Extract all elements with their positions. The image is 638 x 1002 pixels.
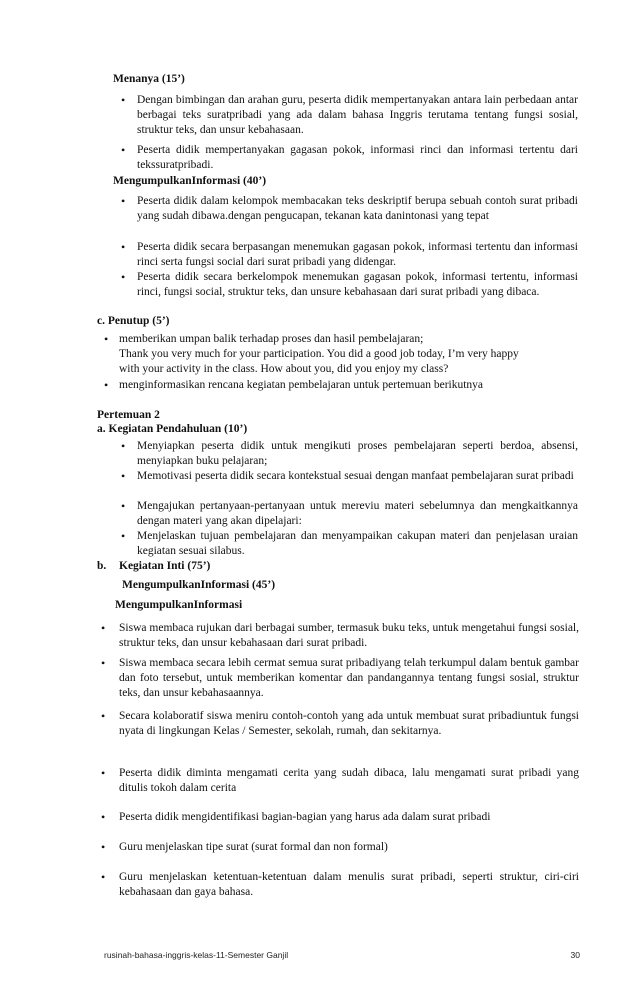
bullet-icon: •	[104, 378, 109, 392]
pendahuluan-bullet-2: Memotivasi peserta didik secara kontekstual sesuai dengan manfaat pembelajaran surat pribadi	[137, 470, 574, 482]
mengumpulkan-bullet-1: Peserta didik dalam kelompok membacakan teks deskriptif berupa sebuah contoh surat pribadi yang sudah dibawa.dengan pengucapan, tekanan kata danintonasi yang tepat	[137, 195, 578, 222]
inti-bullet-5: Peserta didik mengidentifikasi bagian-bagian yang harus ada dalam surat pribadi	[119, 811, 491, 823]
pendahuluan-heading: a. Kegiatan Pendahuluan (10’)	[97, 423, 248, 435]
bullet-icon: •	[121, 143, 126, 157]
bullet-icon: •	[121, 194, 126, 208]
inti-heading: Kegiatan Inti (75’)	[119, 560, 211, 572]
penutup-bullet-1-line-3: with your activity in the class. How about you, did you enjoy my class?	[119, 363, 449, 375]
mengumpulkan-heading-1: MengumpulkanInformasi (40’)	[113, 175, 267, 187]
penutup-bullet-2: menginformasikan rencana kegiatan pembelajaran untuk pertemuan berikutnya	[119, 379, 484, 391]
pendahuluan-bullet-1: Menyiapkan peserta didik untuk mengikuti proses pembelajaran seperti berdoa, absensi, menyiapkan buku pelajaran;	[137, 440, 578, 467]
inti-label: b.	[97, 560, 107, 572]
bullet-icon: •	[101, 656, 106, 670]
mengumpulkan-heading-2: MengumpulkanInformasi (45’)	[122, 579, 276, 591]
bullet-icon: •	[121, 529, 126, 543]
pendahuluan-bullet-4: Menjelaskan tujuan pembelajaran dan menyampaikan cakupan materi dan penjelasan uraian kegiatan sesuai silabus.	[137, 530, 578, 557]
bullet-icon: •	[121, 469, 126, 483]
inti-bullet-7: Guru menjelaskan ketentuan-ketentuan dalam menulis surat pribadi, seperti struktur, ciri-ciri kebahasaan dan gaya bahasa.	[119, 871, 579, 898]
bullet-icon: •	[101, 870, 106, 884]
bullet-icon: •	[101, 840, 106, 854]
pendahuluan-bullet-3: Mengajukan pertanyaan-pertanyaan untuk mereviu materi sebelumnya dan mengkaitkannya dengan materi yang akan dipelajari:	[137, 500, 578, 527]
page-number: 30	[570, 950, 580, 960]
menanya-bullet-1: Dengan bimbingan dan arahan guru, peserta didik mempertanyakan antara lain perbedaan antar berbagai teks suratpribadi yang ada dalam bahasa Inggris terutama tentang fungsi sosial, struktur teks, dan unsur kebahasaan.	[137, 94, 578, 136]
menanya-heading: Menanya (15’)	[113, 73, 185, 85]
bullet-icon: •	[121, 499, 126, 513]
footer-source: rusinah-bahasa-inggris-kelas-11-Semester Ganjil	[104, 950, 289, 960]
bullet-icon: •	[101, 766, 106, 780]
inti-bullet-2: Siswa membaca secara lebih cermat semua surat pribadiyang telah terkumpul dalam bentuk gambar dan foto tersebut, untuk memberikan komentar dan pandangannya tentang fungsi sosial, struktur teks, dan unsur kebahasaannya.	[119, 657, 579, 699]
pertemuan-2-heading: Pertemuan 2	[97, 409, 160, 421]
mengumpulkan-bullet-3: Peserta didik secara berkelompok menemukan gagasan pokok, informasi tertentu, informasi rinci, fungsi social, struktur teks, dan unsure kebahasaan dari surat pribadi yang dibaca.	[137, 271, 578, 298]
mengumpulkan-bullet-2: Peserta didik secara berpasangan menemukan gagasan pokok, informasi tertentu dan informasi rinci serta fungsi social dari surat pribadi yang didengar.	[137, 241, 578, 268]
inti-bullet-1: Siswa membaca rujukan dari berbagai sumber, termasuk buku teks, untuk mengetahui fungsi sosial, struktur teks, dan unsur kebahasaan dari surat pribadi.	[119, 622, 579, 649]
bullet-icon: •	[101, 621, 106, 635]
bullet-icon: •	[101, 709, 106, 723]
inti-bullet-6: Guru menjelaskan tipe surat (surat formal dan non formal)	[119, 841, 388, 853]
bullet-icon: •	[101, 810, 106, 824]
penutup-bullet-1-line-2: Thank you very much for your participation. You did a good job today, I’m very happy	[119, 348, 519, 360]
penutup-heading: c. Penutup (5’)	[97, 315, 170, 327]
mengumpulkan-heading-3: MengumpulkanInformasi	[115, 599, 243, 611]
bullet-icon: •	[104, 332, 109, 346]
penutup-bullet-1: memberikan umpan balik terhadap proses dan hasil pembelajaran;	[119, 333, 424, 345]
inti-bullet-3: Secara kolaboratif siswa meniru contoh-contoh yang ada untuk membuat surat pribadiuntuk fungsi nyata di lingkungan Kelas / Semester, sekolah, rumah, dan sekitarnya.	[119, 710, 579, 737]
menanya-bullet-2: Peserta didik mempertanyakan gagasan pokok, informasi rinci dan informasi tertentu dari tekssuratpribadi.	[137, 144, 578, 171]
bullet-icon: •	[121, 439, 126, 453]
bullet-icon: •	[121, 93, 126, 107]
bullet-icon: •	[121, 240, 126, 254]
inti-bullet-4: Peserta didik diminta mengamati cerita yang sudah dibaca, lalu mengamati surat pribadi yang ditulis tokoh dalam cerita	[119, 767, 579, 794]
bullet-icon: •	[121, 270, 126, 284]
